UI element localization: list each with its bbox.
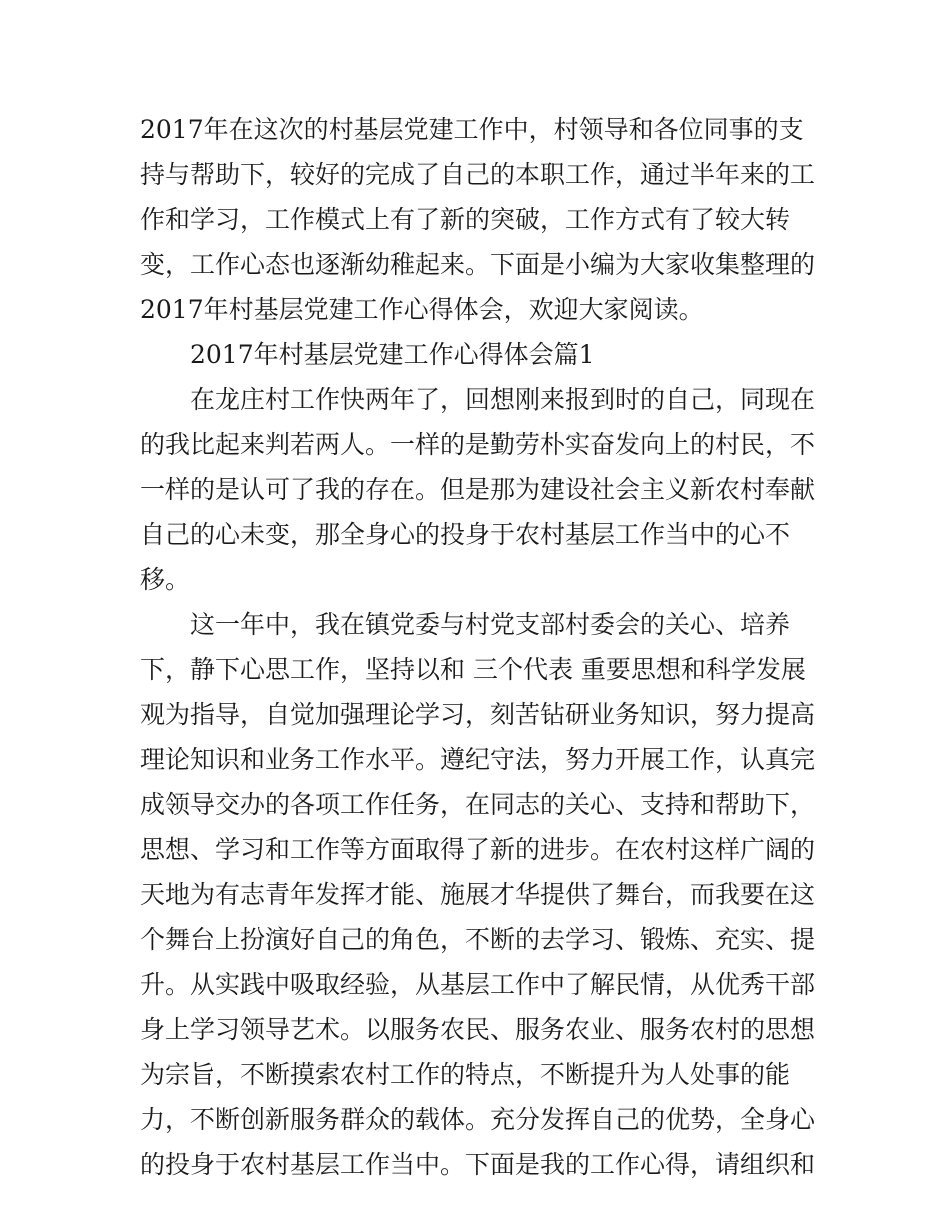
- intro-line-4: 变，工作心态也逐渐幼稚起来。下面是小编为大家收集整理的: [140, 250, 816, 279]
- paragraph-2-line-10: 身上学习领导艺术。以服务农民、服务农业、服务农村的思想: [140, 1015, 816, 1044]
- paragraph-2-line-3: 观为指导，自觉加强理论学习，刻苦钻研业务知识，努力提高: [140, 700, 816, 729]
- paragraph-1-line-1: 在龙庄村工作快两年了，回想刚来报到时的自己，同现在: [190, 385, 816, 414]
- intro-line-5: 2017年村基层党建工作心得体会，欢迎大家阅读。: [140, 295, 704, 324]
- paragraph-2-line-9: 升。从实践中吸取经验，从基层工作中了解民情，从优秀干部: [140, 970, 816, 999]
- paragraph-2-line-4: 理论知识和业务工作水平。遵纪守法，努力开展工作，认真完: [140, 745, 816, 774]
- paragraph-2-line-1: 这一年中，我在镇党委与村党支部村委会的关心、培养: [190, 610, 791, 639]
- paragraph-2-line-11: 为宗旨，不断摸索农村工作的特点，不断提升为人处事的能: [140, 1060, 791, 1089]
- paragraph-2-line-12: 力，不断创新服务群众的载体。充分发挥自己的优势，全身心: [140, 1105, 816, 1134]
- intro-line-1: 2017年在这次的村基层党建工作中，村领导和各位同事的支: [140, 115, 804, 144]
- paragraph-1-line-3: 一样的是认可了我的存在。但是那为建设社会主义新农村奉献: [140, 475, 816, 504]
- paragraph-1-line-2: 的我比起来判若两人。一样的是勤劳朴实奋发向上的村民，不: [140, 430, 816, 459]
- paragraph-2-line-5: 成领导交办的各项工作任务，在同志的关心、支持和帮助下，: [140, 790, 816, 819]
- paragraph-1-line-5: 移。: [140, 565, 191, 594]
- paragraph-1-line-4: 自己的心未变，那全身心的投身于农村基层工作当中的心不: [140, 520, 791, 549]
- intro-line-2: 持与帮助下，较好的完成了自己的本职工作，通过半年来的工: [140, 160, 816, 189]
- section-heading: 2017年村基层党建工作心得体会篇1: [190, 340, 595, 369]
- paragraph-2-line-8: 个舞台上扮演好自己的角色，不断的去学习、锻炼、充实、提: [140, 925, 816, 954]
- paragraph-2-line-6: 思想、学习和工作等方面取得了新的进步。在农村这样广阔的: [140, 835, 816, 864]
- paragraph-2-line-7: 天地为有志青年发挥才能、施展才华提供了舞台，而我要在这: [140, 880, 816, 909]
- paragraph-2-line-2: 下，静下心思工作，坚持以和 三个代表 重要思想和科学发展: [140, 655, 806, 684]
- intro-line-3: 作和学习，工作模式上有了新的突破，工作方式有了较大转: [140, 205, 791, 234]
- paragraph-2-line-13: 的投身于农村基层工作当中。下面是我的工作心得，请组织和: [140, 1150, 816, 1179]
